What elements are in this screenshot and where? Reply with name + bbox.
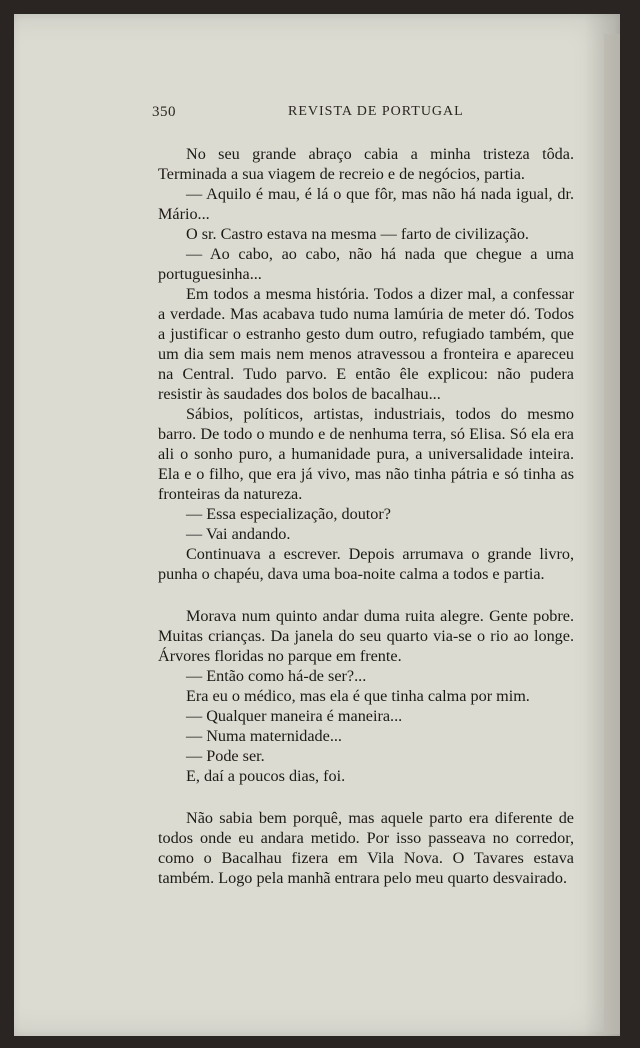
page-number: 350 [152,104,176,120]
paragraph: — Aquilo é mau, é lá o que fôr, mas não há nada igual, dr. Mário... [158,185,574,223]
paragraph: Continuava a escrever. Depois arrumava o grande livro, punha o chapéu, dava uma boa-noite calma a todos e partia. [158,545,574,583]
paragraph: — Qualquer maneira é maneira... [186,707,403,725]
body-text [158,144,574,888]
page-header [0,104,640,128]
paragraph: Sábios, políticos, artistas, industriais, todos do mesmo barro. De todo o mundo e de nenhuma terra, só Elisa. Só ela era ali o sonho puro, a humanidade pura, a universalidade inteira. Ela e o filho, que era já vivo, mas não tinha pátria e só tinha as fronteiras da natureza. [158,405,574,503]
paragraph: — Pode ser. [186,747,265,765]
paragraph: — Ao cabo, ao cabo, não há nada que chegue a uma portuguesinha... [158,245,574,283]
page-edge [604,34,620,1034]
paragraph: — Numa maternidade... [186,727,342,745]
paragraph: Morava num quinto andar duma ruita alegre. Gente pobre. Muitas crianças. Da janela do seu quarto via-se o rio ao longe. Árvores floridas no parque em frente. [158,607,574,665]
paragraph: — Vai andando. [186,525,291,543]
running-title: REVISTA DE PORTUGAL [288,104,464,119]
paragraph: — Então como há-de ser?... [186,667,367,685]
paragraph: Em todos a mesma história. Todos a dizer mal, a confessar a verdade. Mas acabava tudo numa lamúria de meter dó. Todos a justificar o estranho gesto dum outro, refugiado também, que um dia sem mais nem menos atravessou a fronteira e apareceu na Central. Tudo parvo. E então êle explicou: não pudera resistir às saudades dos bolos de bacalhau... [158,285,574,403]
paragraph: O sr. Castro estava na mesma — farto de civilização. [186,225,529,243]
paragraph: — Essa especialização, doutor? [186,505,391,523]
paragraph: No seu grande abraço cabia a minha tristeza tôda. Terminada a sua viagem de recreio e de negócios, partia. [158,145,574,183]
paragraph: E, daí a poucos dias, foi. [186,767,346,785]
paragraph: Não sabia bem porquê, mas aquele parto era diferente de todos onde eu andara metido. Por isso passeava no corredor, como o Bacalhau fizera em Vila Nova. O Tavares estava também. Logo pela manhã entrara pelo meu quarto desvairado. [158,809,574,887]
paragraph: Era eu o médico, mas ela é que tinha calma por mim. [186,687,530,705]
